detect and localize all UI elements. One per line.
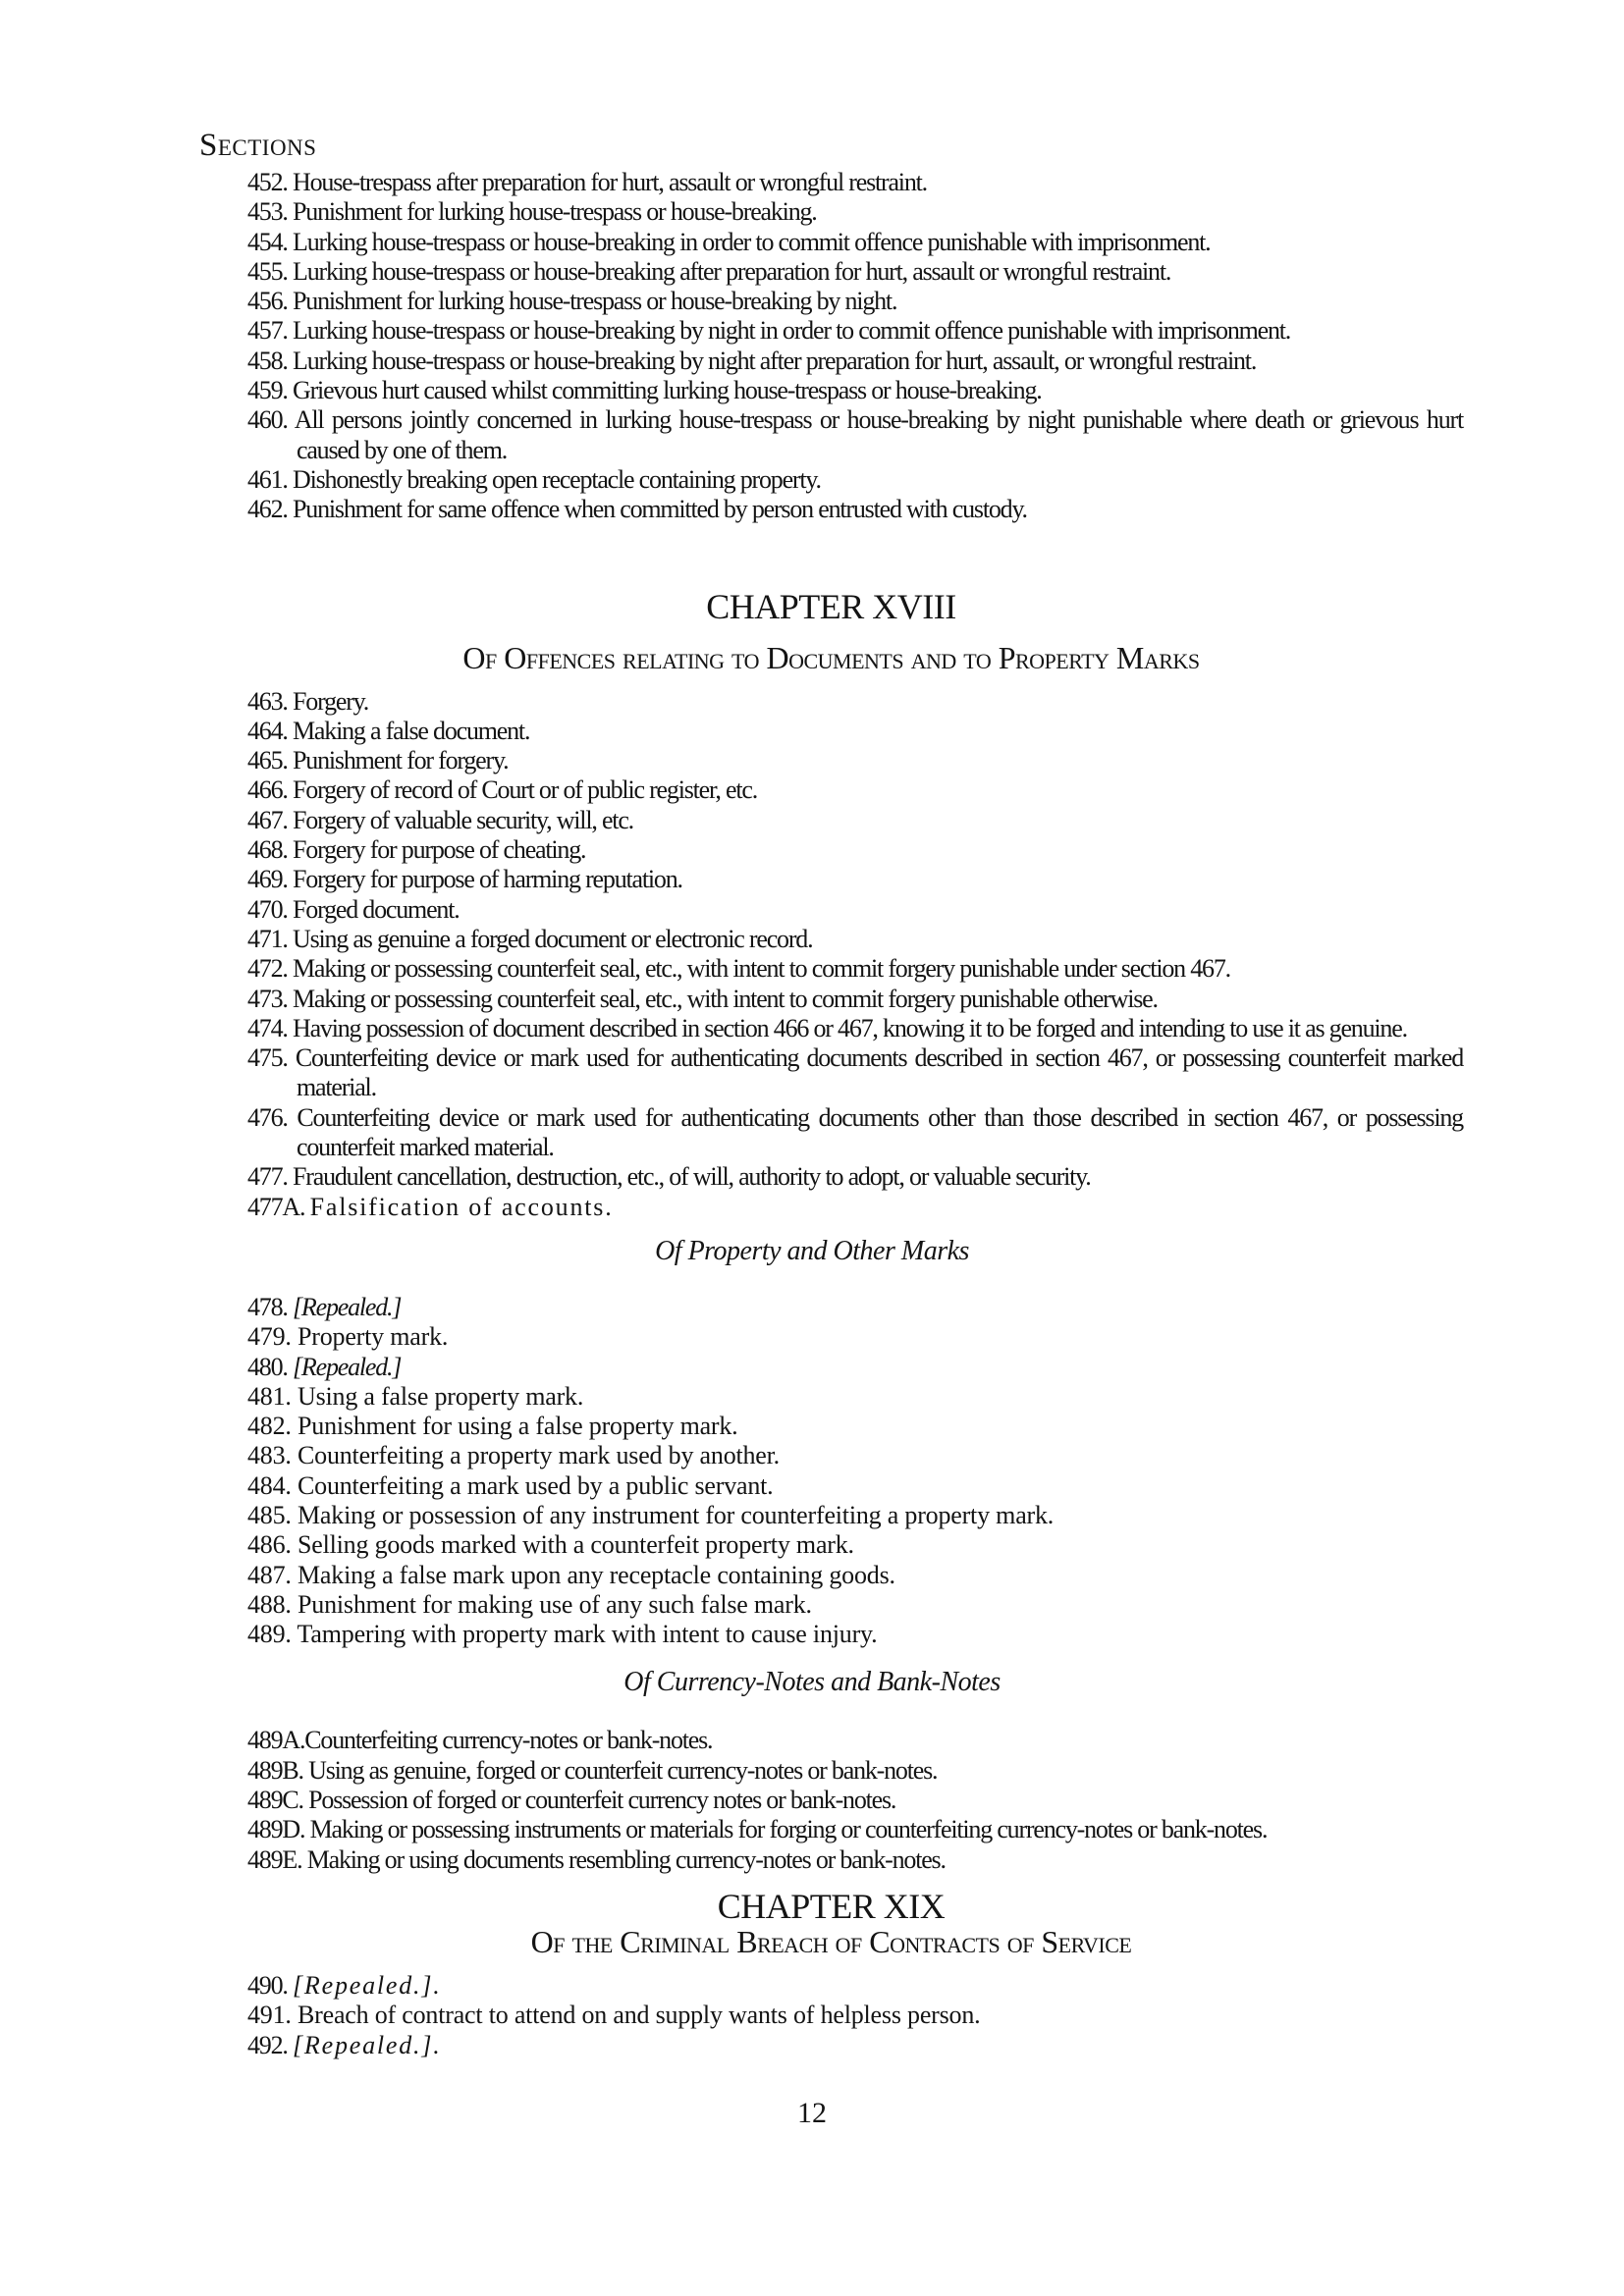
section-title: Punishment for forgery.: [293, 746, 509, 775]
section-title: Forgery of valuable security, will, etc.: [293, 805, 633, 834]
toc-item: [199, 316, 1463, 346]
section-title: Lurking house-trespass or house-breaking in order to commit offence punishable with imprisonment.: [293, 227, 1211, 256]
toc-item: [199, 1726, 1463, 1755]
section-number: 466.: [247, 775, 288, 805]
toc-item: [199, 954, 1463, 984]
toc-item: [199, 1561, 1463, 1590]
section-title: Using a false property mark.: [298, 1381, 584, 1411]
section-number: 465.: [247, 746, 288, 775]
toc-item: [199, 835, 1463, 865]
section-number: 476.: [247, 1102, 288, 1132]
toc-item: [199, 1162, 1463, 1192]
chapter-18-title: CHAPTER XVIII: [706, 586, 956, 626]
toc-item: [199, 405, 1463, 465]
section-number: 469.: [247, 865, 288, 894]
section-number: 472.: [247, 954, 288, 984]
chapter-18-subtitle: Of Offences relating to Documents and to Property Marks: [462, 639, 1200, 675]
section-number: 463.: [247, 686, 288, 716]
section-title: Forgery for purpose of cheating.: [293, 835, 586, 865]
section-number: 490.: [247, 1970, 288, 2000]
toc-item: [199, 1441, 1463, 1470]
toc-item: [199, 1043, 1463, 1103]
toc-item: [199, 495, 1463, 524]
section-number: 492.: [247, 2030, 288, 2059]
currency-notes-subheading: Of Currency-Notes and Bank-Notes: [623, 1667, 1001, 1698]
section-number: 483.: [247, 1441, 292, 1470]
toc-item: [199, 1845, 1463, 1875]
section-title: Counterfeiting device or mark used for authenticating documents described in section 467, or possessing counterfeit marked material.: [295, 1043, 1463, 1102]
section-title: All persons jointly concerned in lurking house-trespass or house-breaking by night punishable where death or grievous hurt caused by one of them.: [294, 405, 1463, 464]
section-number: 453.: [247, 197, 288, 227]
toc-item: [199, 347, 1463, 376]
section-number: 468.: [247, 835, 288, 865]
toc-item: [199, 1530, 1463, 1560]
property-marks-subheading: Of Property and Other Marks: [655, 1235, 969, 1266]
section-title: Forgery for purpose of harming reputation.: [293, 865, 682, 894]
section-number: 471.: [247, 924, 288, 953]
section-number: 477.: [247, 1162, 288, 1192]
toc-item: [199, 1014, 1463, 1043]
section-number: 464.: [247, 716, 288, 745]
section-number: 489D.: [247, 1815, 305, 1844]
section-number: 486.: [247, 1530, 292, 1560]
section-title: Making a false document.: [293, 716, 530, 745]
section-title: Forgery.: [293, 686, 369, 716]
section-title: Grievous hurt caused whilst committing lurking house-trespass or house-breaking.: [293, 376, 1042, 405]
section-title: [Repealed.]: [293, 1292, 402, 1321]
section-title: Counterfeiting a mark used by a public servant.: [298, 1470, 774, 1500]
section-title: Making or possession of any instrument for counterfeiting a property mark.: [298, 1500, 1055, 1529]
section-title: Using as genuine a forged document or electronic record.: [293, 924, 813, 953]
toc-item: [199, 376, 1463, 405]
toc-list-trespass: [199, 168, 1463, 525]
toc-item: [199, 806, 1463, 835]
toc-item: [199, 1193, 1463, 1222]
toc-item: [199, 1786, 1463, 1815]
toc-item: [199, 865, 1463, 894]
toc-item: [199, 1471, 1463, 1501]
section-title: Counterfeiting currency-notes or bank-notes.: [304, 1726, 713, 1755]
section-title: Falsification of accounts.: [309, 1192, 614, 1221]
section-title: House-trespass after preparation for hurt, assault or wrongful restraint.: [293, 168, 927, 196]
sections-heading: Sections: [199, 128, 317, 163]
toc-item: [199, 985, 1463, 1014]
toc-item: [199, 1353, 1463, 1382]
section-number: 482.: [247, 1412, 292, 1441]
section-title: Fraudulent cancellation, destruction, etc., of will, authority to adopt, or valuable security.: [293, 1162, 1091, 1192]
toc-item: [199, 2031, 1463, 2060]
section-title: [Repealed.].: [293, 1970, 442, 2000]
section-title: Forged document.: [293, 894, 460, 924]
toc-item: [199, 717, 1463, 746]
section-number: 467.: [247, 805, 288, 834]
toc-list-property-marks: [199, 1293, 1463, 1650]
section-title: Lurking house-trespass or house-breaking after preparation for hurt, assault or wrongful restraint.: [293, 256, 1171, 286]
toc-list-breach-of-contracts: [199, 1971, 1463, 2060]
section-number: 489A.: [247, 1726, 305, 1755]
section-number: 491.: [247, 2001, 292, 2030]
section-number: 481.: [247, 1381, 292, 1411]
section-number: 489B.: [247, 1755, 303, 1785]
toc-item: [199, 1756, 1463, 1786]
toc-item: [199, 775, 1463, 805]
section-number: 474.: [247, 1013, 288, 1042]
section-title: Having possession of document described in section 466 or 467, knowing it to be forged and intending to use it as genuine.: [293, 1013, 1407, 1042]
toc-item: [199, 895, 1463, 925]
section-title: Counterfeiting device or mark used for authenticating documents other than those described in section 467, or possessing counterfeit marked material.: [297, 1102, 1463, 1162]
section-number: 479.: [247, 1322, 292, 1352]
section-title: Selling goods marked with a counterfeit property mark.: [298, 1530, 854, 1560]
section-number: 452.: [247, 168, 288, 196]
toc-item: [199, 1971, 1463, 2001]
section-number: 470.: [247, 894, 288, 924]
section-number: 489C.: [247, 1786, 303, 1815]
section-title: [Repealed.].: [293, 2030, 442, 2059]
section-title: Making a false mark upon any receptacle containing goods.: [298, 1560, 895, 1589]
section-number: 459.: [247, 376, 288, 405]
section-title: Punishment for making use of any such false mark.: [298, 1589, 812, 1619]
toc-item: [199, 925, 1463, 954]
page-number: 12: [797, 2096, 827, 2129]
section-number: 456.: [247, 287, 288, 316]
section-title: Possession of forged or counterfeit currency notes or bank-notes.: [308, 1786, 896, 1815]
toc-item: [199, 228, 1463, 257]
toc-list-currency-notes: [199, 1726, 1463, 1874]
section-title: Making or using documents resembling currency-notes or bank-notes.: [306, 1844, 946, 1874]
section-title: Tampering with property mark with intent to cause injury.: [297, 1620, 878, 1649]
chapter-19-subtitle: Of the Criminal Breach of Contracts of Service: [530, 1923, 1132, 1959]
section-number: 455.: [247, 256, 288, 286]
section-title: Dishonestly breaking open receptacle containing property.: [293, 464, 821, 494]
section-number: 485.: [247, 1500, 292, 1529]
section-number: 480.: [247, 1352, 288, 1381]
section-number: 489.: [247, 1620, 292, 1649]
section-number: 461.: [247, 464, 288, 494]
toc-item: [199, 1501, 1463, 1530]
toc-item: [199, 1590, 1463, 1620]
section-title: Using as genuine, forged or counterfeit currency-notes or bank-notes.: [308, 1755, 938, 1785]
toc-item: [199, 287, 1463, 316]
toc-item: [199, 1322, 1463, 1352]
section-number: 460.: [247, 405, 288, 435]
section-title: Lurking house-trespass or house-breaking by night in order to commit offence punishable with imprisonment.: [293, 316, 1291, 346]
section-title: Punishment for lurking house-trespass or house-breaking.: [293, 197, 817, 227]
toc-item: [199, 2001, 1463, 2030]
section-title: Making or possessing counterfeit seal, etc., with intent to commit forgery punishable otherwise.: [293, 984, 1158, 1013]
toc-item: [199, 1293, 1463, 1322]
section-number: 475.: [247, 1043, 288, 1073]
section-title: Property mark.: [298, 1322, 449, 1352]
chapter-19-title: CHAPTER XIX: [717, 1886, 946, 1926]
section-number: 478.: [247, 1292, 288, 1321]
toc-item: [199, 1815, 1463, 1844]
section-number: 477A.: [247, 1192, 305, 1221]
section-title: [Repealed.]: [293, 1352, 402, 1381]
section-title: Making or possessing instruments or materials for forging or counterfeiting currency-notes or bank-notes.: [309, 1815, 1268, 1844]
toc-item: [199, 1103, 1463, 1163]
section-title: Forgery of record of Court or of public register, etc.: [293, 775, 758, 805]
section-title: Lurking house-trespass or house-breaking by night after preparation for hurt, assault, or wrongful restraint.: [293, 346, 1257, 375]
toc-item: [199, 168, 1463, 197]
toc-item: [199, 746, 1463, 775]
section-title: Breach of contract to attend on and supply wants of helpless person.: [298, 2001, 981, 2030]
toc-item: [199, 257, 1463, 287]
toc-item: [199, 1412, 1463, 1441]
section-title: Counterfeiting a property mark used by another.: [298, 1441, 780, 1470]
toc-item: [199, 465, 1463, 495]
section-number: 473.: [247, 984, 288, 1013]
section-number: 457.: [247, 316, 288, 346]
section-number: 484.: [247, 1470, 292, 1500]
section-number: 488.: [247, 1589, 292, 1619]
toc-item: [199, 197, 1463, 227]
section-title: Punishment for using a false property mark.: [298, 1412, 738, 1441]
toc-list-documents: [199, 687, 1463, 1222]
section-number: 489E.: [247, 1844, 302, 1874]
section-number: 454.: [247, 227, 288, 256]
section-number: 487.: [247, 1560, 292, 1589]
section-title: Punishment for same offence when committed by person entrusted with custody.: [293, 495, 1027, 524]
toc-item: [199, 1620, 1463, 1649]
section-number: 462.: [247, 495, 288, 524]
section-title: Making or possessing counterfeit seal, etc., with intent to commit forgery punishable under section 467.: [293, 954, 1230, 984]
toc-item: [199, 1382, 1463, 1412]
section-number: 458.: [247, 346, 288, 375]
section-title: Punishment for lurking house-trespass or house-breaking by night.: [293, 287, 897, 316]
toc-item: [199, 687, 1463, 717]
